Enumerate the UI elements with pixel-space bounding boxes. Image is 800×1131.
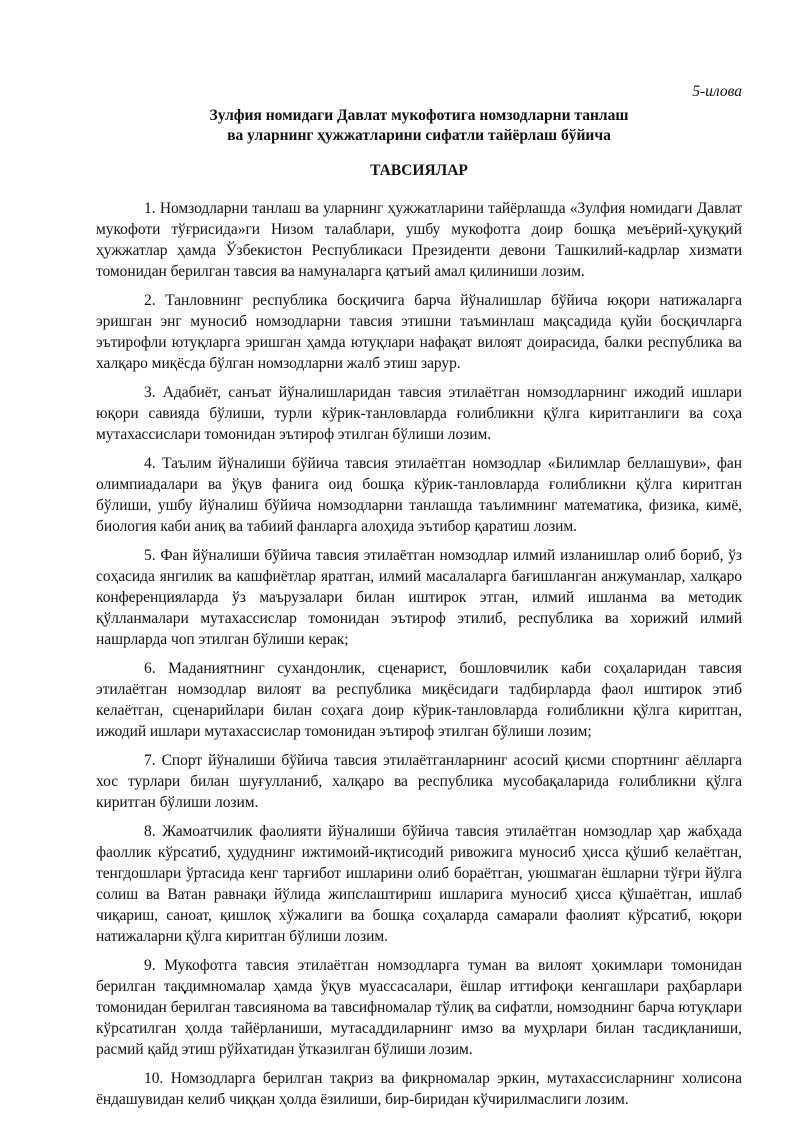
- paragraph-9: 9. Мукофотга тавсия этилаётган номзодларга туман ва вилоят ҳокимлари томонидан берилган тақдимномалар ҳамда ўқув муассасалари, ёшлар иттифоқи кенгашлари раҳбарлари томонидан берилган тавсиянома ва тавсифномалар тўлиқ ва сифатли, номзоднинг барча ютуқлари кўрсатилган ҳолда тайёрланиши, мутасаддиларнинг имзо ва муҳрлари билан тасдиқланиши, расмий қайд этиш рўйхатидан ўтказилган бўлиши лозим.: [96, 957, 742, 1058]
- paragraph-1: 1. Номзодларни танлаш ва уларнинг ҳужжатларини тайёрлашда «Зулфия номидаги Давлат мукофоти тўғрисида»ги Низом талаблари, ушбу мукофотга доир бошқа меъёрий-ҳуқуқий ҳужжатлар ҳамда Ўзбекистон Республикаси Президенти девони Ташкилий-кадрлар хизмати томонидан берилган тавсия ва намуналарга қатъий амал қилиниши лозим.: [96, 200, 742, 280]
- paragraph-3: 3. Адабиёт, санъат йўналишларидан тавсия этилаётган номзодларнинг ижодий ишлари юқори савияда бўлиши, турли кўрик-танловларда ғолибликни қўлга киритганлиги ва соҳа мутахассислари томонидан эътироф этилган бўлиши лозим.: [96, 384, 742, 443]
- title-line-1: Зулфия номидаги Давлат мукофотига номзодларни танлаш: [209, 107, 629, 124]
- paragraph-5: 5. Фан йўналиши бўйича тавсия этилаётган номзодлар илмий изланишлар олиб бориб, ўз соҳасида янгилик ва кашфиётлар яратган, илмий масалаларга бағишланган анжуманлар, халқаро конференцияларда ўз маърузалари билан иштирок этган, илмий ишланма ва методик қўлланмалари мутахассислар томонидан эътироф этилиб, республика ва хорижий илмий нашрларда чоп этилган бўлиши керак;: [96, 547, 742, 648]
- recommendations-list: [96, 198, 742, 1110]
- paragraph-6: 6. Маданиятнинг сухандонлик, сценарист, бошловчилик каби соҳаларидан тавсия этилаётган номзодлар вилоят ва республика миқёсидаги тадбирларда фаол иштирок этиб келаётган, сценарийлари билан соҳага доир кўрик-танловларда ғолибликни қўлга киритган, ижодий ишлари мутахассислар томонидан эътироф этилган бўлиши лозим;: [96, 660, 742, 740]
- document-page: [96, 72, 742, 1118]
- document-title: [96, 106, 742, 146]
- paragraph-2: 2. Танловнинг республика босқичига барча йўналишлар бўйича юқори натижаларга эришган энг муносиб номзодларни тавсия этишни таъминлаш мақсадида қуйи босқичларга эътирофли ютуқларга эришган ҳамда ютуқлари нафақат вилоят доирасида, балки республика ва халқаро миқёсда бўлган номзодларни жалб этиш зарур.: [96, 292, 742, 372]
- paragraph-4: 4. Таълим йўналиши бўйича тавсия этилаётган номзодлар «Билимлар беллашуви», фан олимпиадалари ва ўқув фанига оид бошқа кўрик-танловларда ғолибликни қўлга киритган бўлиши, ушбу йўналиш бўйича номзодларни танлашда таълимнинг математика, физика, кимё, биология каби аниқ ва табиий фанларга алоҳида эътибор қаратиш лозим.: [96, 455, 742, 535]
- section-heading: ТАВСИЯЛАР: [370, 162, 468, 179]
- annex-label: 5-илова: [692, 83, 742, 100]
- paragraph-10: 10. Номзодларга берилган тақриз ва фикрномалар эркин, мутахассисларнинг холисона ёндашувидан келиб чиққан ҳолда ёзилиши, бир-биридан кўчирилмаслиги лозим.: [96, 1070, 742, 1108]
- title-line-2: ва уларнинг ҳужжатларини сифатли тайёрлаш бўйича: [227, 127, 611, 144]
- paragraph-7: 7. Спорт йўналиши бўйича тавсия этилаётганларнинг асосий қисми спортнинг аёлларга хос турлари билан шуғулланиб, халқаро ва республика мусобақаларида ғолибликни қўлга киритган бўлиши лозим.: [96, 752, 742, 811]
- paragraph-8: 8. Жамоатчилик фаолияти йўналиши бўйича тавсия этилаётган номзодлар ҳар жабҳада фаоллик кўрсатиб, ҳудуднинг ижтимоий-иқтисодий ривожига муносиб ҳисса қўшиб келаётган, тенгдошлари ўртасида кенг тарғибот ишларини олиб бораётган, уюшмаган ёшларни тўғри йўлга солиш ва Ватан равнақи йўлида жипслаштириш ишларига муносиб ҳисса қўшаётган, ишлаб чиқариш, саноат, қишлоқ хўжалиги ва бошқа соҳаларда самарали фаолият кўрсатиб, юқори натижаларни қўлга киритган бўлиши лозим.: [96, 823, 742, 945]
